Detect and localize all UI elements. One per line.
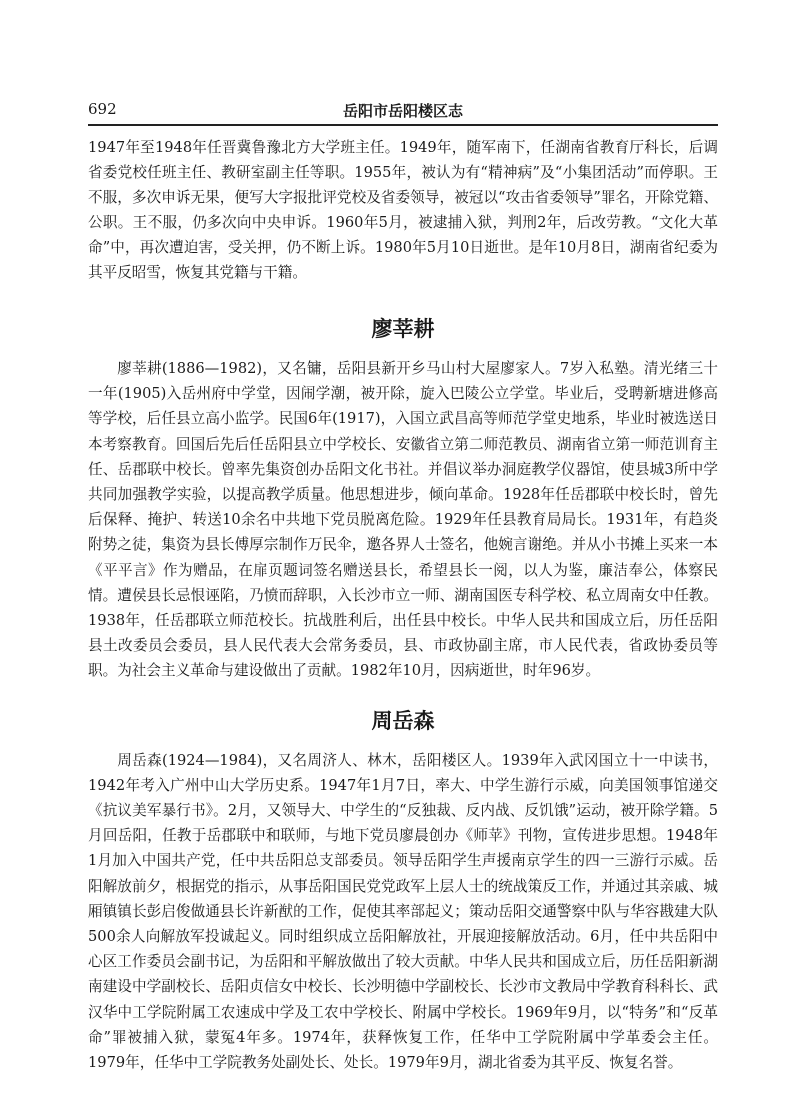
biography-paragraph: 周岳森(1924—1984)，又名周济人、林木，岳阳楼区人。1939年入武冈国立十一中读书，1942年考入广州中山大学历史系。1947年1月7日，率大、中学生游行示威，向美国领事馆递交《抗议美军暴行书》。2月，又领导大、中学生的“反独裁、反内战、反饥饿”运动，被开除学籍。5月回岳阳，任教于岳郡联中和联师，与地下党员廖晨创办《师苹》刊物，宣传进步思想。1948年1月加入中国共产党，任中共岳阳总支部委员。领导岳阳学生声援南京学生的四一三游行示威。岳阳解放前夕，根据党的指示，从事岳阳国民党党政军上层人士的统战策反工作，并通过其亲戚、城厢镇镇长彭启俊做通县长许新猷的工作，促使其率部起义；策动岳阳交通警察中队与华容戡建大队500余人向解放军投诚起义。同时组织成立岳阳解放社，开展迎接解放活动。6月，任中共岳阳中心区工作委员会副书记，为岳阳和平解放做出了较大贡献。中华人民共和国成立后，历任岳阳新湖南建设中学副校长、岳阳贞信女中校长、长沙明德中学副校长、长沙市文教局中学教育科科长、武汉华中工学院附属工农速成中学及工农中学校长、附属中学校长。1969年9月，以“特务”和“反革命”罪被捕入狱，蒙冤4年多。1974年，获释恢复工作，任华中工学院附属中学革委会主任。1979年，任华中工学院教务处副处长、处长。1979年9月，湖北省委为其平反、恢复名誉。	[88, 751, 718, 1072]
section-title: 廖莘耕	[371, 316, 435, 341]
header-rule	[88, 124, 718, 126]
page-number: 692	[88, 100, 117, 118]
section-title: 周岳森	[371, 707, 435, 733]
page-body	[88, 135, 718, 1075]
page-header	[88, 94, 718, 124]
continued-paragraph: 1947年至1948年任晋冀鲁豫北方大学班主任。1949年，随军南下，任湖南省教育厅科长，后调省委党校任班主任、教研室副主任等职。1955年，被认为有“精神病”及“小集团活动”而停职。王不服，多次申诉无果，便写大字报批评党校及省委领导，被冠以“攻击省委领导”罪名，开除党籍、公职。王不服，仍多次向中央申诉。1960年5月，被逮捕入狱，判刑2年，后改劳教。“文化大革命”中，再次遭迫害，受关押，仍不断上诉。1980年5月10日逝世。是年10月8日，湖南省纪委为其平反昭雪，恢复其党籍与干籍。	[88, 139, 718, 281]
book-title: 岳阳市岳阳楼区志	[342, 102, 463, 120]
biography-paragraph: 廖莘耕(1886—1982)，又名镛，岳阳县新开乡马山村大屋廖家人。7岁入私塾。清光绪三十一年(1905)入岳州府中学堂，因闹学潮，被开除，旋入巴陵公立学堂。毕业后，受聘新塘进修高等学校，后任县立高小监学。民国6年(1917)，入国立武昌高等师范学堂史地系，毕业时被选送日本考察教育。回国后先后任岳阳县立中学校长、安徽省立第二师范教员、湖南省立第一师范训育主任、岳郡联中校长。曾率先集资创办岳阳文化书社。并倡议举办洞庭教学仪器馆，使县城3所中学共同加强教学实验，以提高教学质量。他思想进步，倾向革命。1928年任岳郡联中校长时，曾先后保释、掩护、转送10余名中共地下党员脱离危险。1929年任县教育局局长。1931年，有趋炎附势之徒，集资为县长傅厚宗制作万民伞，邀各界人士签名，他婉言谢绝。并从小书摊上买来一本《平平言》作为赠品，在扉页题词签名赠送县长，希望县长一阅，以人为鉴，廉洁奉公，体察民情。遭侯县长忌恨诬陷，乃愤而辞职，入长沙市立一师、湖南国医专科学校、私立周南女中任教。1938年，任岳郡联立师范校长。抗战胜利后，出任县中校长。中华人民共和国成立后，历任岳阳县土改委员会委员，县人民代表大会常务委员，县、市政协副主席，市人民代表，省政协委员等职。为社会主义革命与建设做出了贡献。1982年10月，因病逝世，时年96岁。	[88, 360, 718, 680]
